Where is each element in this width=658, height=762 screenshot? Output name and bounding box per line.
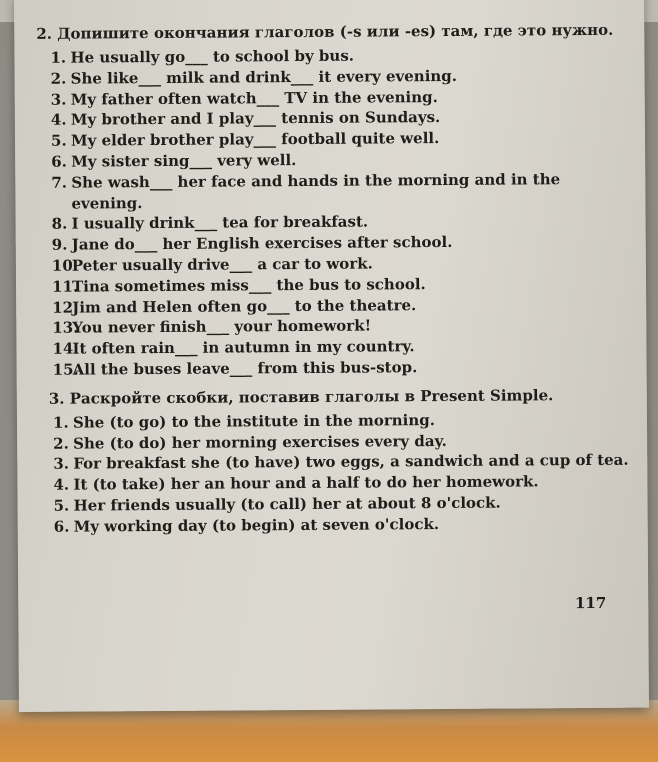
item-number: 1. [52, 413, 69, 432]
textbook-page [14, 0, 649, 712]
list-item [39, 356, 629, 381]
item-text: All the buses leave___ from this bus-stop. [72, 358, 418, 379]
item-text: Tina sometimes miss___ the bus to school. [71, 274, 426, 296]
item-number: 8. [51, 215, 68, 234]
page-number: 117 [574, 593, 607, 613]
item-text: It (to take) her an hour and a half to do her homework. [73, 472, 539, 494]
item-text: She wash___ her face and hands in the morning and in the evening. [71, 169, 561, 213]
item-number: 12. [52, 298, 79, 317]
item-text: You never finish___ your homework! [72, 316, 372, 337]
task-2-list [36, 44, 628, 381]
item-text: My sister sing___ very well. [71, 151, 297, 171]
item-number: 14. [52, 339, 79, 358]
item-number: 15. [52, 360, 79, 379]
item-number: 2. [53, 434, 69, 453]
item-number: 5. [50, 131, 67, 150]
item-text: My father often watch___ TV in the evening. [70, 87, 438, 109]
item-number: 4. [53, 475, 70, 494]
item-text: For breakfast she (to have) two eggs, a sandwich and a cup of tea. [73, 451, 629, 473]
item-text: Peter usually drive___ a car to work. [71, 254, 373, 275]
item-text: Jane do___ her English exercises after school. [71, 233, 453, 254]
item-number: 9. [51, 235, 68, 254]
item-number: 4. [50, 111, 67, 130]
page-content [36, 20, 630, 538]
task-2-heading: 2. Допишите окончания глаголов (-s или -es) там, где это нужно. [36, 20, 614, 43]
item-number: 7. [51, 173, 68, 192]
item-number: 10. [51, 256, 79, 275]
item-text: Jim and Helen often go___ to the theatre. [72, 295, 417, 317]
list-item [37, 169, 627, 215]
task-3-list [39, 408, 630, 537]
item-number: 6. [53, 517, 70, 536]
item-text: My brother and I play___ tennis on Sundays. [70, 108, 441, 129]
item-text: I usually drink___ tea for breakfast. [71, 212, 369, 233]
item-number: 5. [53, 496, 70, 515]
task-3-section [39, 384, 630, 537]
item-number: 6. [51, 152, 67, 171]
item-text: It often rain___ in autumn in my country. [72, 337, 415, 358]
item-number: 13. [52, 318, 79, 338]
task-2-section [36, 20, 628, 381]
item-text: She like___ milk and drink___ it every evening. [70, 66, 458, 88]
item-number: 11. [51, 277, 79, 296]
item-text: My elder brother play___ football quite well. [70, 129, 440, 150]
item-text: She (to go) to the institute in the morning. [72, 410, 436, 432]
item-number: 2. [50, 69, 67, 88]
task-3-heading: 3. Раскройте скобки, поставив глаголы в Present Simple. [48, 385, 554, 408]
item-number: 3. [53, 454, 70, 474]
item-number: 3. [50, 90, 67, 109]
item-text: My working day (to begin) at seven o'clock. [73, 514, 440, 536]
item-text: Her friends usually (to call) her at about 8 o'clock. [73, 493, 501, 515]
list-item [40, 512, 630, 537]
item-text: He usually go___ to school by bus. [70, 46, 355, 67]
item-text: She (to do) her morning exercises every day. [73, 431, 447, 453]
item-number: 1. [50, 48, 67, 67]
